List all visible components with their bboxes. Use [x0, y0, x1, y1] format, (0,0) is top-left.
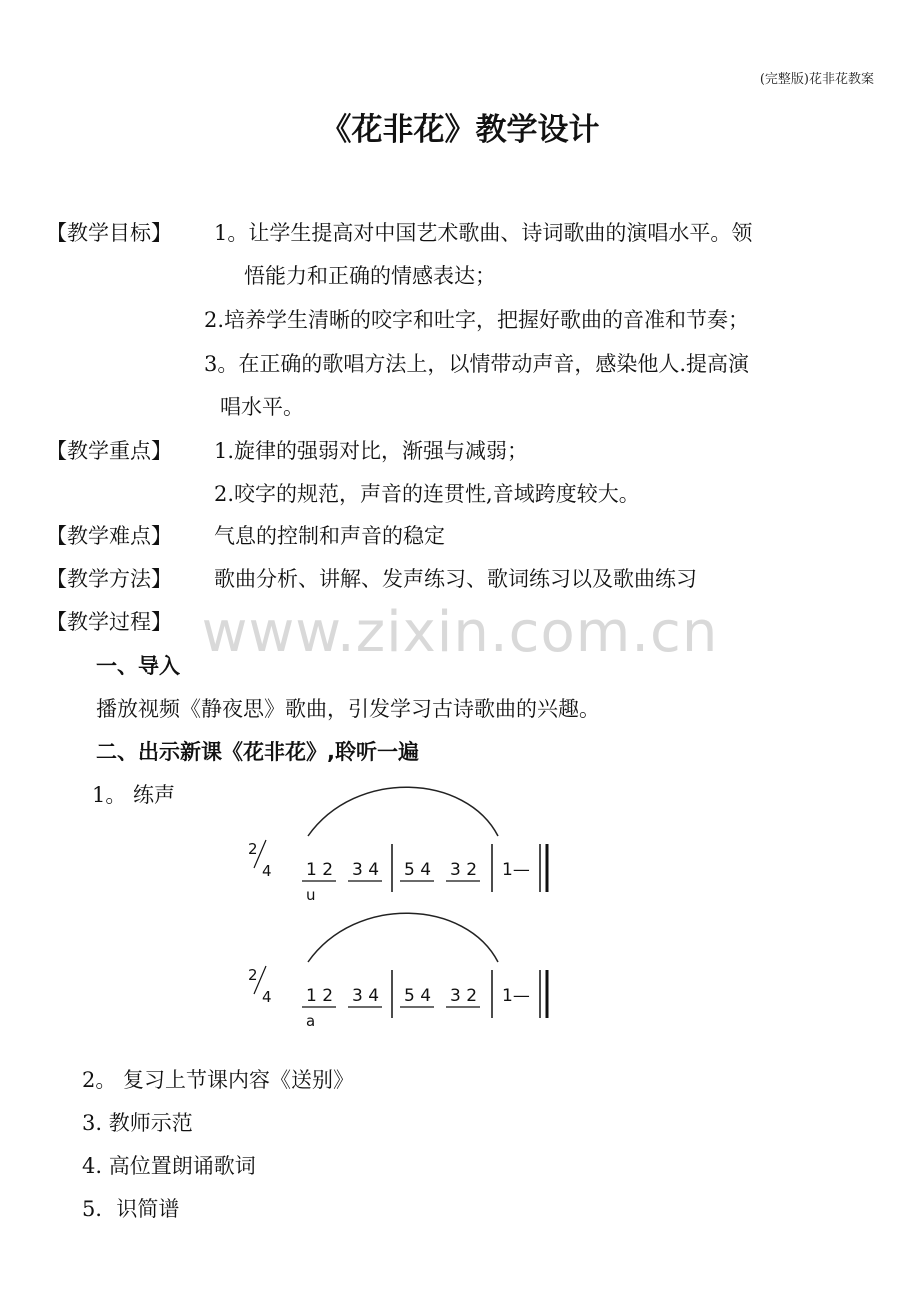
step-3: 3. 教师示范	[82, 1111, 193, 1135]
methods-text: 歌曲分析、讲解、发声练习、歌词练习以及歌曲练习	[214, 567, 697, 591]
process-label: 【教学过程】	[46, 610, 172, 634]
note-group: 1 2	[306, 860, 334, 880]
step-1: 1。 练声	[92, 783, 176, 807]
step-4: 4. 高位置朗诵歌词	[82, 1154, 256, 1178]
final-note: 1—	[502, 986, 530, 1006]
methods-label: 【教学方法】	[46, 567, 172, 591]
objective-3-line-1: 3。在正确的歌唱方法上，以情带动声音，感染他人.提高演	[204, 352, 750, 376]
note-group: 1 2	[306, 986, 334, 1006]
section-2-heading: 二、出示新课《花非花》,聆听一遍	[96, 740, 419, 764]
vocal-exercise-score-2	[236, 906, 566, 1056]
difficulties-text: 气息的控制和声音的稳定	[214, 524, 445, 548]
section-1-heading: 一、导入	[96, 654, 180, 678]
key-points-label: 【教学重点】	[46, 439, 172, 463]
page-header: (完整版)花非花教案	[759, 72, 874, 87]
key-point-2: 2.咬字的规范，声音的连贯性,音域跨度较大。	[214, 482, 640, 506]
final-note: 1—	[502, 860, 530, 880]
note-group: 3 2	[450, 860, 478, 880]
objective-1-line-1: 1。让学生提高对中国艺术歌曲、诗词歌曲的演唱水平。领	[214, 221, 753, 245]
time-signature-bottom: 4	[262, 862, 272, 880]
objective-1-line-2: 悟能力和正确的情感表达；	[244, 264, 496, 288]
objective-3-line-2: 唱水平。	[220, 395, 304, 419]
step-5: 5．识简谱	[82, 1197, 180, 1221]
slur-arc	[308, 787, 498, 836]
note-group: 3 4	[352, 860, 380, 880]
time-signature-top: 2	[248, 840, 258, 858]
slur-arc	[308, 913, 498, 962]
note-group: 3 2	[450, 986, 478, 1006]
time-signature-bottom: 4	[262, 988, 272, 1006]
objectives-label: 【教学目标】	[46, 221, 172, 245]
watermark: www.zixin.com.cn	[201, 600, 719, 665]
difficulties-label: 【教学难点】	[46, 524, 172, 548]
page-title: 《花非花》教学设计	[320, 112, 600, 148]
vowel-label: u	[306, 886, 316, 904]
objective-2: 2.培养学生清晰的咬字和吐字，把握好歌曲的音准和节奏；	[204, 308, 750, 332]
note-group: 5 4	[404, 986, 432, 1006]
note-group: 3 4	[352, 986, 380, 1006]
note-group: 5 4	[404, 860, 432, 880]
section-1-text: 播放视频《静夜思》歌曲，引发学习古诗歌曲的兴趣。	[96, 697, 600, 721]
step-2: 2。 复习上节课内容《送别》	[82, 1068, 355, 1092]
key-point-1: 1.旋律的强弱对比，渐强与减弱；	[214, 439, 529, 463]
vowel-label: a	[306, 1012, 316, 1030]
time-signature-top: 2	[248, 966, 258, 984]
